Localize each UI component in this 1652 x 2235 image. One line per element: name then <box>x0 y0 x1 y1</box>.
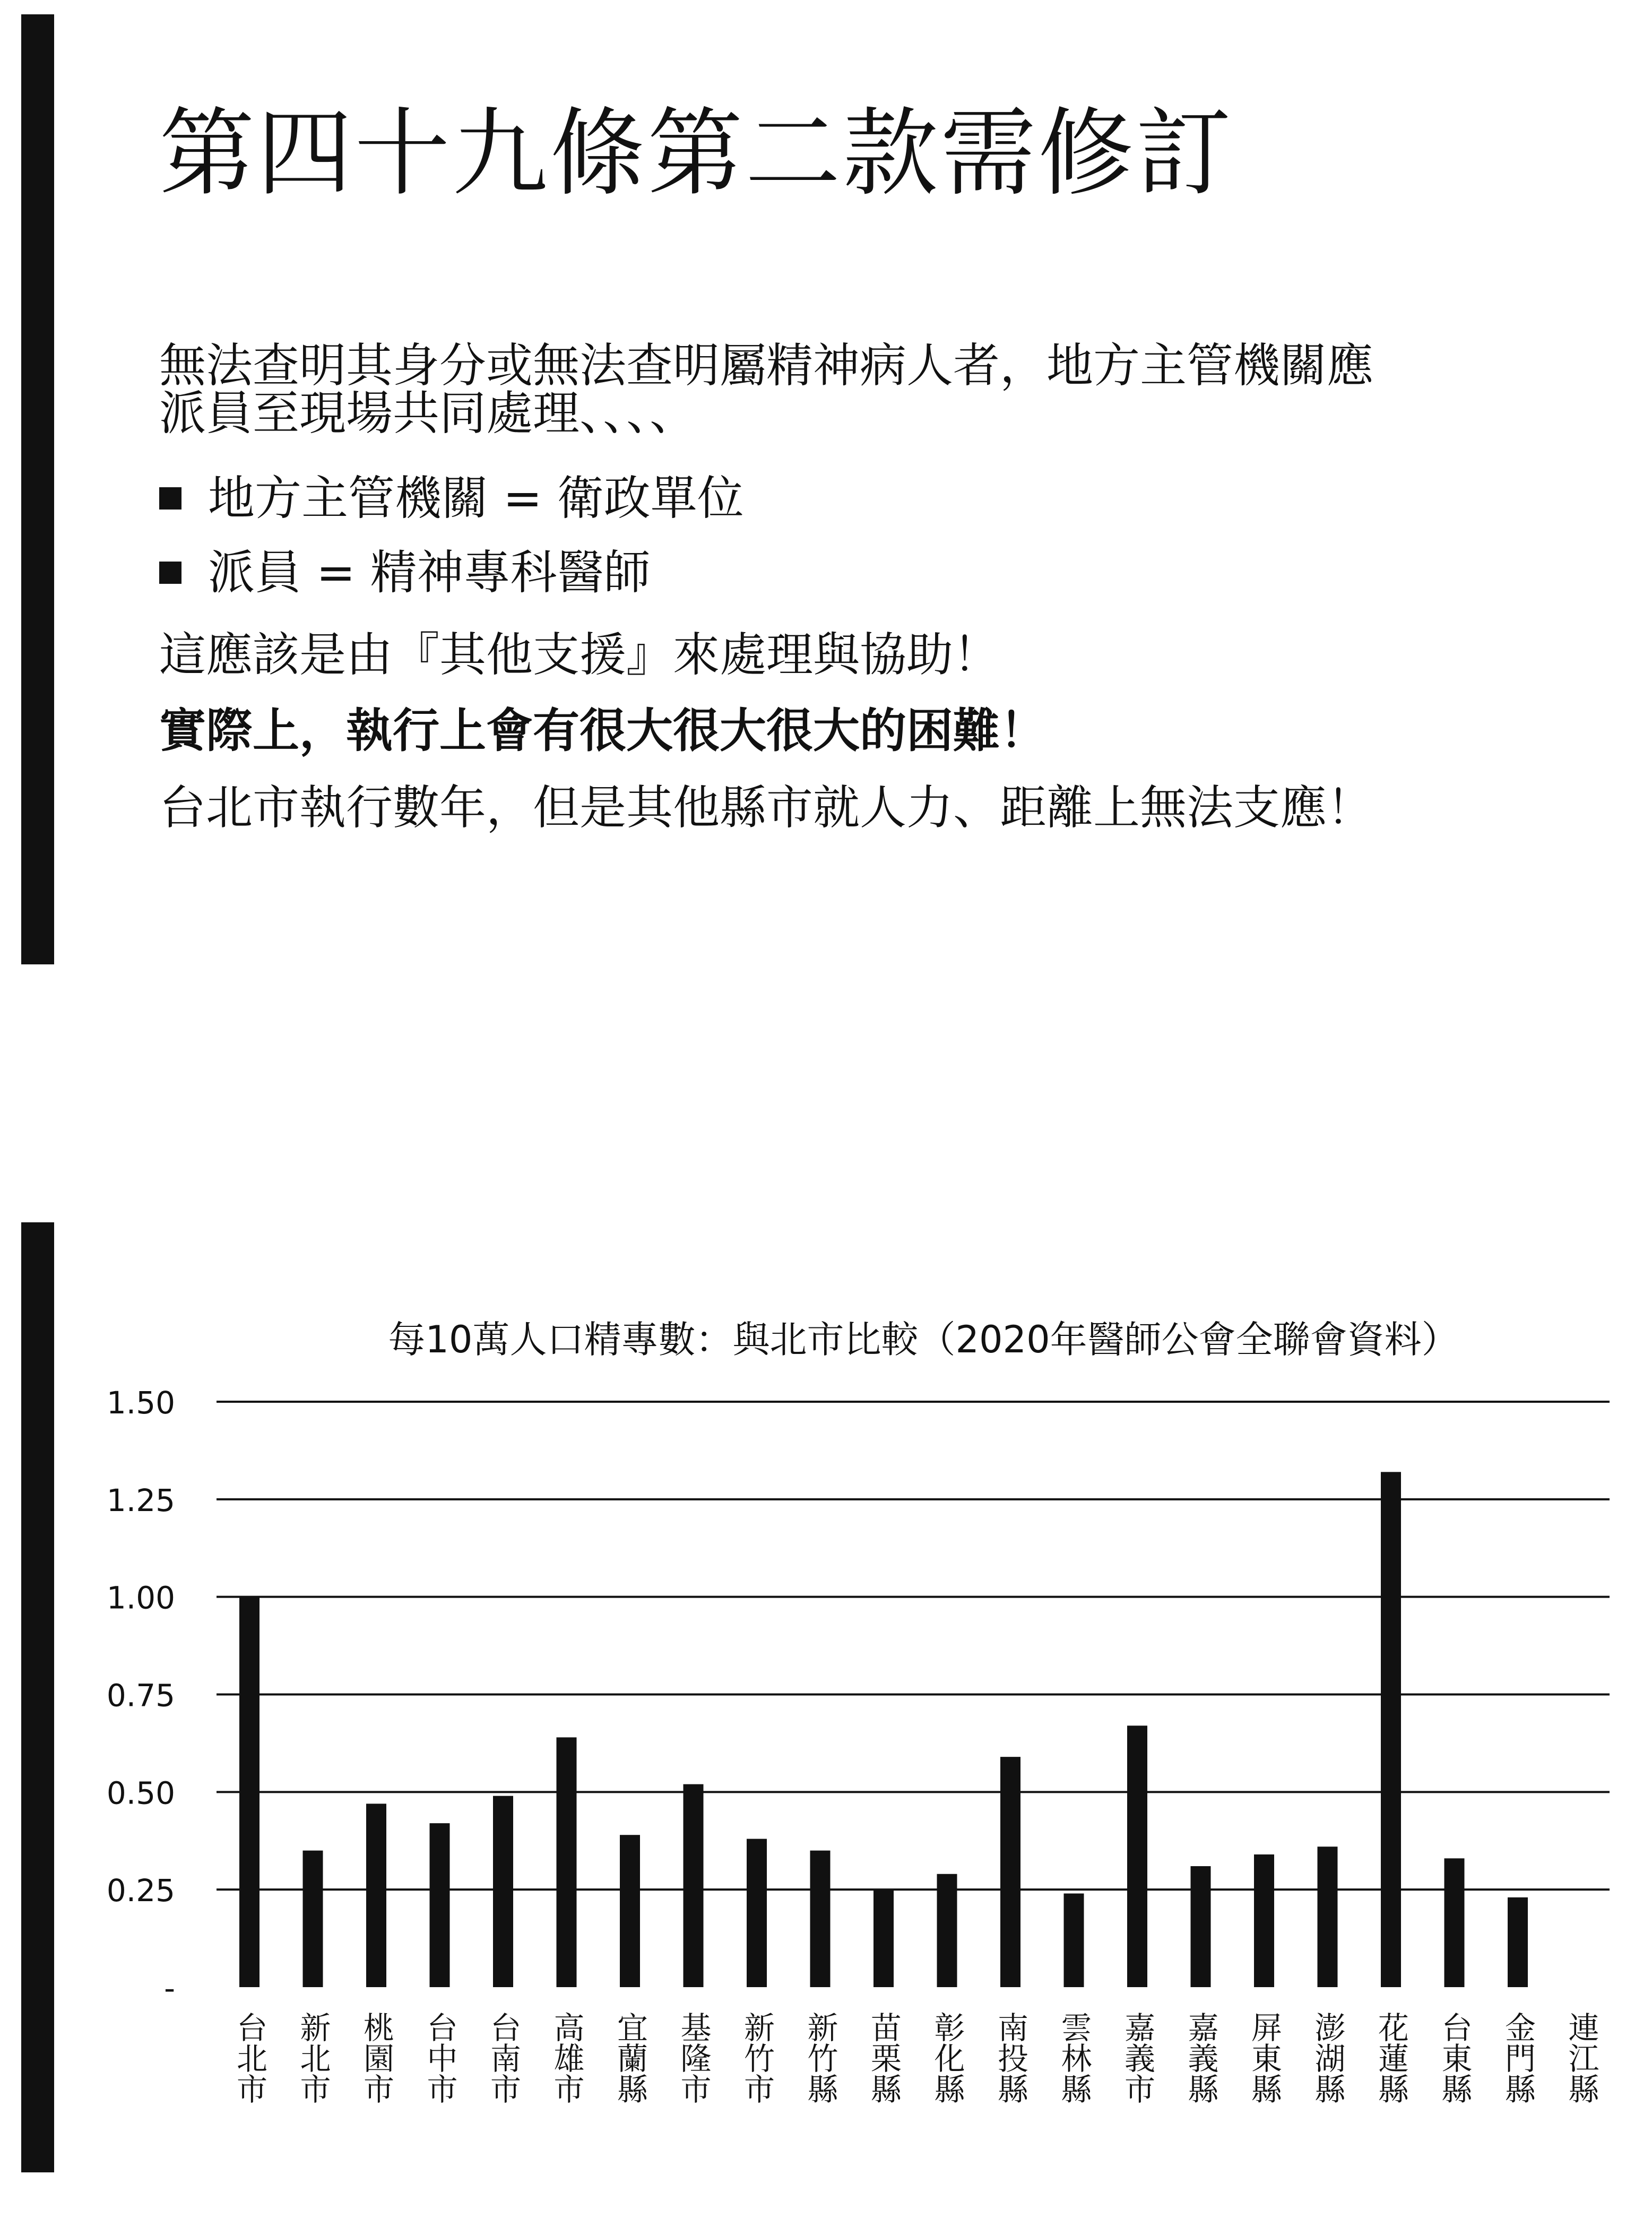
support-line: 這應該是由『其他支援』來處理與協助！ <box>159 627 1000 682</box>
chart-title: 每10萬人口精專數：與北市比較（2020年醫師公會全聯會資料） <box>388 1318 1459 1361</box>
y-tick-label: 0.50 <box>106 1775 175 1811</box>
bullet-text: 地方主管機關 = 衛政單位 <box>208 471 744 525</box>
bar <box>557 1737 577 1987</box>
x-tick-label: 新竹縣 <box>802 2012 838 2104</box>
x-tick-label: 嘉義市 <box>1119 2012 1155 2104</box>
x-tick-label: 連江縣 <box>1563 2012 1599 2104</box>
x-tick-label: 新北市 <box>295 2012 331 2104</box>
bar <box>1508 1897 1528 1987</box>
page-title: 第四十九條第二款需修訂 <box>159 98 1234 209</box>
bar <box>239 1597 260 1987</box>
x-tick-label: 雲林縣 <box>1056 2012 1092 2104</box>
y-tick-label: 0.25 <box>106 1872 175 1909</box>
x-tick-label: 嘉義縣 <box>1182 2012 1219 2104</box>
x-tick-label: 澎湖縣 <box>1309 2012 1346 2104</box>
difficulty-line: 實際上，執行上會有很大很大很大的困難！ <box>159 703 1047 758</box>
y-tick-label: 0.75 <box>106 1677 175 1714</box>
x-tick-label: 彰化縣 <box>929 2012 965 2104</box>
bar <box>620 1835 640 1987</box>
taipei-line: 台北市執行數年，但是其他縣市就人力、距離上無法支應！ <box>159 780 1374 835</box>
bar <box>1127 1725 1147 1987</box>
paragraph-line-1: 無法查明其身分或無法查明屬精神病人者，地方主管機關應 <box>159 338 1374 393</box>
bar <box>873 1889 894 1987</box>
bar <box>1254 1854 1274 1987</box>
y-tick-label: 1.00 <box>106 1580 175 1616</box>
bar <box>684 1784 704 1987</box>
bar <box>937 1874 957 1987</box>
bar <box>1381 1472 1401 1987</box>
bar <box>493 1796 513 1987</box>
x-tick-label: 高雄市 <box>548 2012 585 2104</box>
bar <box>1445 1858 1465 1987</box>
bar <box>1064 1894 1084 1987</box>
bar <box>366 1803 386 1987</box>
x-tick-label: 苗栗縣 <box>866 2012 902 2104</box>
bar <box>1191 1866 1211 1987</box>
x-tick-label: 南投縣 <box>992 2012 1028 2104</box>
x-tick-label: 基隆市 <box>675 2012 712 2104</box>
y-tick-label: 1.25 <box>106 1482 175 1518</box>
bar <box>810 1851 831 1987</box>
bar <box>303 1851 323 1987</box>
x-tick-label: 台東縣 <box>1436 2012 1473 2104</box>
x-tick-label: 新竹市 <box>739 2012 775 2104</box>
x-tick-label: 台北市 <box>231 2012 267 2104</box>
y-tick-label: - <box>164 1970 175 2006</box>
paragraph-line-2: 派員至現場共同處理、、、、 <box>159 386 697 441</box>
x-tick-label: 台南市 <box>485 2012 521 2104</box>
x-tick-label: 桃園市 <box>358 2012 394 2104</box>
bar <box>747 1839 767 1987</box>
x-tick-label: 花蓮縣 <box>1373 2012 1409 2104</box>
y-tick-label: 1.50 <box>106 1385 175 1421</box>
bar <box>1000 1757 1020 1987</box>
bullet-text: 派員 = 精神專科醫師 <box>208 545 651 600</box>
bar <box>1318 1846 1338 1987</box>
x-tick-label: 台中市 <box>421 2012 458 2104</box>
x-tick-label: 屏東縣 <box>1246 2012 1282 2104</box>
x-tick-label: 金門縣 <box>1500 2012 1536 2104</box>
x-tick-label: 宜蘭縣 <box>612 2012 648 2104</box>
bar <box>430 1823 450 1987</box>
